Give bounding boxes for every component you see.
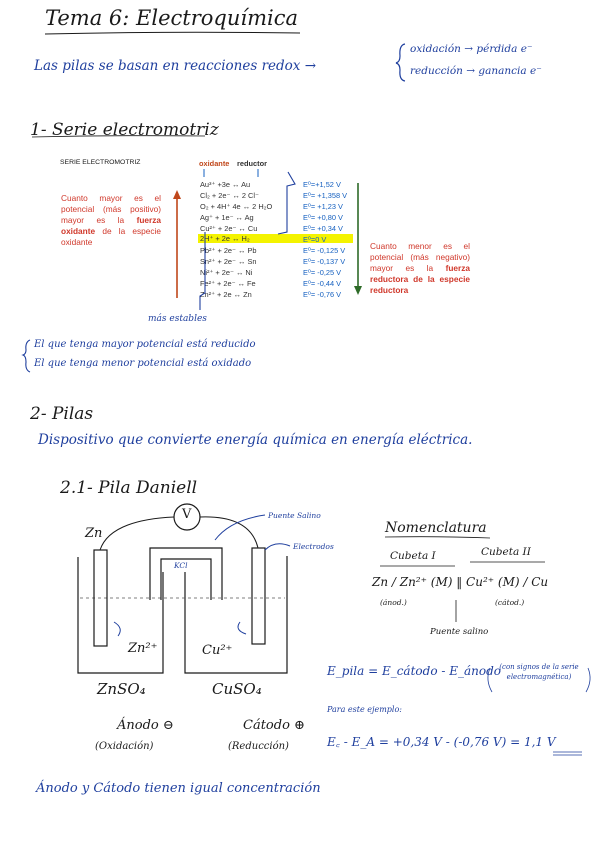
wire-right bbox=[200, 517, 258, 548]
row-reaction: Ni²⁺ + 2e⁻ ↔ Ni bbox=[200, 268, 253, 277]
nomenclature-cell-1: Cubeta I bbox=[390, 550, 436, 562]
formula-paren-right bbox=[586, 668, 590, 692]
voltmeter-icon bbox=[174, 504, 200, 530]
intro-text: Las pilas se basan en reacciones redox → bbox=[34, 58, 317, 74]
row-reaction: Au³⁺ +3e ↔ Au bbox=[200, 180, 251, 189]
nomenclature-cell-2: Cubeta II bbox=[481, 546, 531, 558]
row-reaction: Cu²⁺ + 2e⁻ ↔ Cu bbox=[200, 224, 258, 233]
intro-reduction: reducción → ganancia e⁻ bbox=[410, 65, 542, 77]
ion-arrow-icon bbox=[114, 622, 120, 636]
label-electrodes: Electrodos bbox=[293, 542, 334, 551]
row-potential: E⁰= +0,34 V bbox=[303, 224, 343, 233]
row-reaction: Sn²⁺ + 2e⁻ ↔ Sn bbox=[200, 257, 257, 266]
voltmeter-label: V bbox=[182, 507, 192, 522]
section1-heading: 1- Serie electromotriz bbox=[30, 120, 219, 140]
row-potential: E⁰=0 V bbox=[303, 235, 327, 244]
row-reaction: Cl₂ + 2e⁻ ↔ 2 Cl⁻ bbox=[200, 191, 259, 200]
nomenclature-anode-note: (ánod.) bbox=[380, 598, 407, 607]
table-header: SERIE ELECTROMOTRIZ bbox=[60, 159, 141, 166]
row-potential: E⁰= -0,25 V bbox=[303, 268, 342, 277]
electrodes-pointer-icon bbox=[265, 544, 290, 550]
stable-bracket-top-icon bbox=[278, 172, 295, 234]
row-reaction: Zn²⁺ + 2e ↔ Zn bbox=[200, 290, 252, 299]
cell-potential-formula: E_pila = E_cátodo - E_ánodo bbox=[327, 664, 501, 678]
left-explanation: Cuanto mayor es el potencial (más positivo) mayor es la fuerza oxidante de la especie oxidante bbox=[61, 193, 161, 247]
label-salt-bridge: Puente Salino bbox=[268, 511, 321, 520]
nomenclature-heading: Nomenclatura bbox=[385, 520, 487, 536]
row-reaction: O₂ + 4H⁺ 4e ↔ 2 H₂O bbox=[200, 202, 273, 211]
example-calculation: E꜀ - E_A = +0,34 V - (-0,76 V) = 1,1 V bbox=[327, 735, 556, 749]
cu-electrode bbox=[252, 548, 265, 644]
solution-cuso4: CuSO₄ bbox=[212, 680, 262, 698]
reducer-arrow-head-icon bbox=[354, 286, 362, 295]
oxidant-arrow-head-icon bbox=[173, 190, 181, 199]
note-more-stable-bottom: más estables bbox=[148, 314, 207, 324]
row-potential: E⁰=+1,52 V bbox=[303, 180, 341, 189]
rules-brace-icon bbox=[23, 340, 30, 372]
intro-brace-icon bbox=[396, 44, 405, 81]
cathode-sublabel: (Reducción) bbox=[228, 741, 289, 752]
row-reaction: Pb²⁺ + 2e⁻ ↔ Pb bbox=[200, 246, 257, 255]
nomenclature-bridge-note: Puente salino bbox=[430, 627, 489, 637]
page-title: Tema 6: Electroquímica bbox=[45, 6, 298, 30]
right-explanation: Cuanto menor es el potencial (más negativo) mayor es la fuerza reductora de la especie reductora bbox=[370, 241, 470, 295]
section21-heading: 2.1- Pila Daniell bbox=[60, 478, 198, 498]
formula-paren-left bbox=[488, 668, 492, 692]
formula-note: (con signos de la serie electromagnética) bbox=[499, 663, 579, 681]
row-potential: E⁰= -0,76 V bbox=[303, 290, 342, 299]
beaker-right bbox=[185, 556, 287, 673]
title-underline bbox=[45, 32, 300, 34]
nomenclature-cathode-note: (cátod.) bbox=[495, 598, 525, 607]
example-label: Para este ejemplo: bbox=[327, 705, 402, 714]
col-oxidante: oxidante bbox=[199, 159, 230, 168]
rule-higher-potential: El que tenga mayor potencial está reducido bbox=[34, 339, 256, 350]
solution-znso4: ZnSO₄ bbox=[97, 680, 146, 698]
ion-cu: Cu²⁺ bbox=[202, 643, 233, 658]
row-reaction: Ag⁺ + 1e⁻ ↔ Ag bbox=[200, 213, 254, 222]
salt-bridge-pointer-icon bbox=[215, 515, 265, 540]
section1-underline bbox=[32, 136, 205, 137]
row-potential: E⁰= -0,137 V bbox=[303, 257, 346, 266]
row-potential: E⁰= +1,23 V bbox=[303, 202, 343, 211]
salt-bridge-inner bbox=[161, 559, 211, 600]
rule-lower-potential: El que tenga menor potencial está oxidado bbox=[34, 358, 252, 369]
wire-left bbox=[100, 517, 174, 550]
row-potential: E⁰= -0,44 V bbox=[303, 279, 342, 288]
row-potential: E⁰= +1,358 V bbox=[303, 191, 348, 200]
stable-bracket-bottom-icon bbox=[200, 232, 205, 310]
ion-arrow-icon bbox=[238, 622, 246, 634]
col-reductor: reductor bbox=[237, 159, 267, 168]
nomenclature-underline bbox=[385, 537, 490, 538]
cathode-label: Cátodo ⊕ bbox=[243, 718, 305, 733]
section2-definition: Dispositivo que convierte energía química en energía eléctrica. bbox=[38, 432, 473, 448]
intro-oxidation: oxidación → pérdida e⁻ bbox=[410, 43, 533, 55]
footer-note: Ánodo y Cátodo tienen igual concentración bbox=[36, 781, 321, 796]
label-kcl: KCl bbox=[174, 561, 188, 570]
row-reaction-highlight: 2H⁺ + 2e ↔ H₂ bbox=[198, 234, 353, 243]
anode-sublabel: (Oxidación) bbox=[95, 741, 154, 752]
row-potential: E⁰= +0,80 V bbox=[303, 213, 343, 222]
row-potential: E⁰= -0,125 V bbox=[303, 246, 346, 255]
row-reaction: Fe²⁺ + 2e⁻ ↔ Fe bbox=[200, 279, 256, 288]
nomenclature-notation: Zn / Zn²⁺ (M) ‖ Cu²⁺ (M) / Cu bbox=[372, 575, 549, 589]
ion-zn: Zn²⁺ bbox=[128, 641, 158, 656]
section2-heading: 2- Pilas bbox=[30, 404, 94, 424]
label-zn-electrode: Zn bbox=[85, 526, 103, 541]
anode-label: Ánodo ⊖ bbox=[117, 718, 174, 733]
